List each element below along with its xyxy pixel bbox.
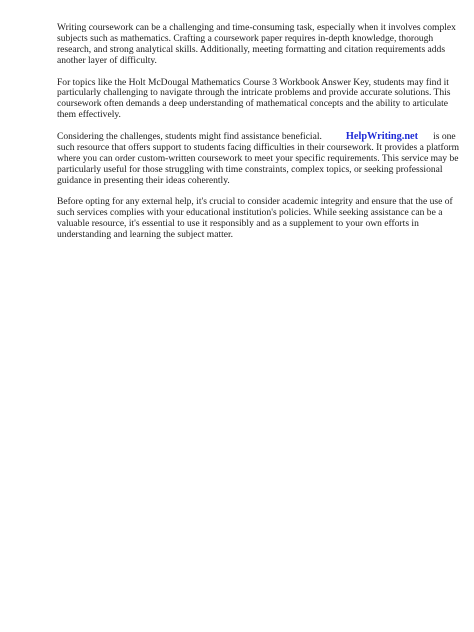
- document-page: [57, 23, 465, 252]
- paragraph-assistance: [57, 132, 465, 187]
- assistance-text-after: is one such resource that offers support to students facing difficulties in their coursework. It provides a platform where you can order custom-written coursework to meet your specific requirements. This service may be particularly useful for those struggling with time constraints, complex topics, or seeking professional guidance in presenting their ideas coherently.: [57, 131, 460, 186]
- paragraph-topic: For topics like the Holt McDougal Mathematics Course 3 Workbook Answer Key, students may find it particularly challenging to navigate through the intricate problems and provide accurate solutions. This coursework often demands a deep understanding of mathematical concepts and the ability to articulate them effectively.: [57, 76, 451, 121]
- assistance-text-before: Considering the challenges, students might find assistance beneficial.: [57, 131, 322, 143]
- paragraph-integrity: Before opting for any external help, it's crucial to consider academic integrity and ensure that the use of such services complies with your educational institution's policies. While seeking assistance can be a valuable resource, it's essential to use it responsibly and as a supplement to your own efforts in understanding and learning the subject matter.: [57, 196, 453, 241]
- paragraph-intro: Writing coursework can be a challenging and time-consuming task, especially when it involves complex subjects such as mathematics. Crafting a coursework paper requires in-depth knowledge, thorough research, and strong analytical skills. Additionally, meeting formatting and citation requirements adds another layer of difficulty.: [57, 22, 456, 66]
- helpwriting-link[interactable]: HelpWriting.net: [345, 131, 419, 143]
